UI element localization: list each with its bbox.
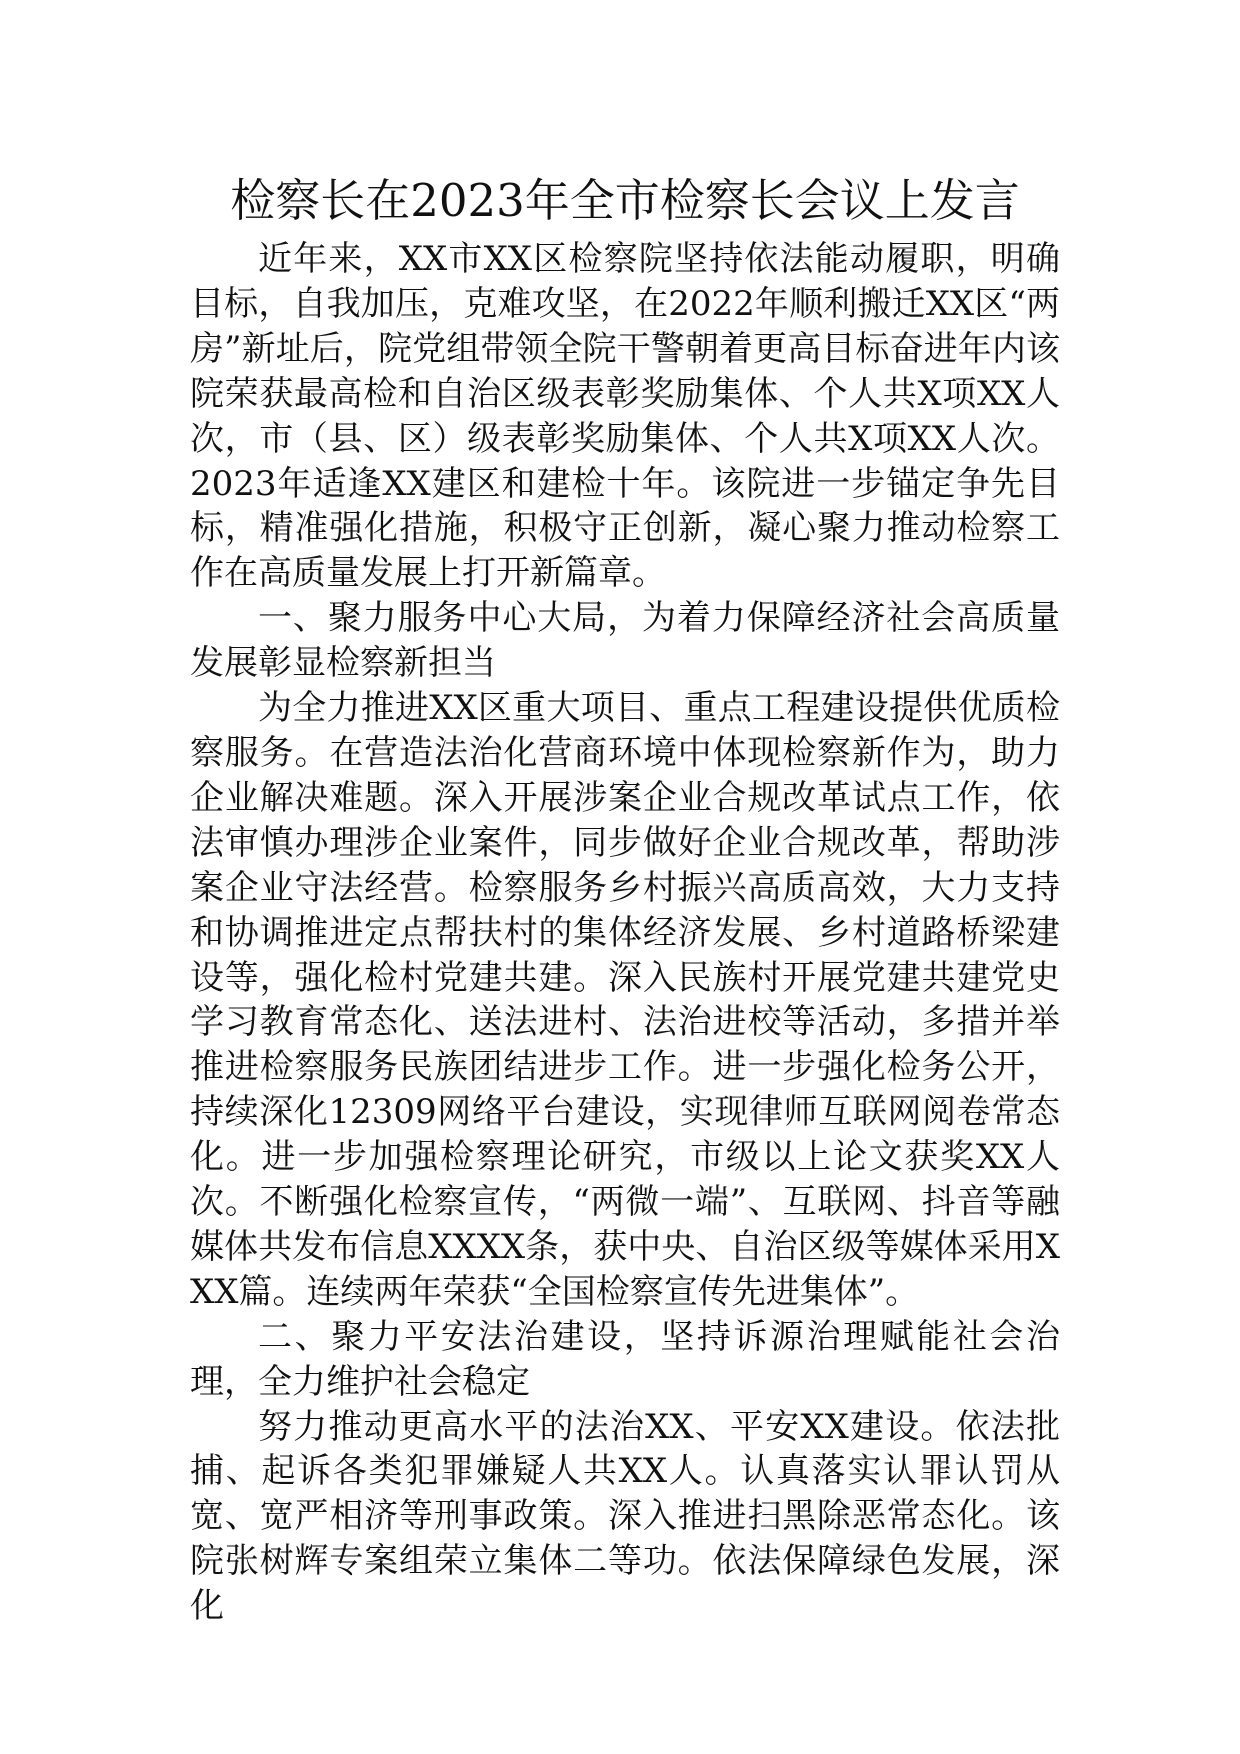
section-heading-2: 二、聚力平安法治建设，坚持诉源治理赋能社会治理，全力维护社会稳定 [190,1316,1060,1402]
paragraph-section-2: 努力推动更高水平的法治XX、平安XX建设。依法批捕、起诉各类犯罪嫌疑人共XX人。认真落实认罪认罚从宽、宽严相济等刑事政策。深入推进扫黑除恶常态化。该院张树辉专案组荣立集体二等功。依法保障绿色发展，深化 [190,1406,1060,1627]
paragraph-section-1: 为全力推进XX区重大项目、重点工程建设提供优质检察服务。在营造法治化营商环境中体现检察新作为，助力企业解决难题。深入开展涉案企业合规改革试点工作，依法审慎办理涉企业案件，同步做好企业合规改革，帮助涉案企业守法经营。检察服务乡村振兴高质高效，大力支持和协调推进定点帮扶村的集体经济发展、乡村道路桥梁建设等，强化检村党建共建。深入民族村开展党建共建党史学习教育常态化、送法进村、法治进校等活动，多措并举推进检察服务民族团结进步工作。进一步强化检务公开，持续深化12309网络平台建设，实现律师互联网阅卷常态化。进一步加强检察理论研究，市级以上论文获奖XX人次。不断强化检察宣传，“两微一端”、互联网、抖音等融媒体共发布信息XXXX条，获中央、自治区级等媒体采用XXX篇。连续两年荣获“全国检察宣传先进集体”。 [190,688,1060,1312]
paragraph-intro: 近年来，XX市XX区检察院坚持依法能动履职，明确目标，自我加压，克难攻坚，在2022年顺利搬迁XX区“两房”新址后，院党组带领全院干警朝着更高目标奋进年内该院荣获最高检和自治区级表彰奖励集体、个人共X项XX人次，市（县、区）级表彰奖励集体、个人共X项XX人次。2023年适逢XX建区和建检十年。该院进一步锚定争先目标，精准强化措施，积极守正创新，凝心聚力推动检察工作在高质量发展上打开新篇章。 [190,239,1060,594]
document-title: 检察长在2023年全市检察长会议上发言 [230,174,1020,227]
document-page [190,168,1060,1629]
section-heading-1: 一、聚力服务中心大局，为着力保障经济社会高质量发展彰显检察新担当 [190,598,1060,684]
